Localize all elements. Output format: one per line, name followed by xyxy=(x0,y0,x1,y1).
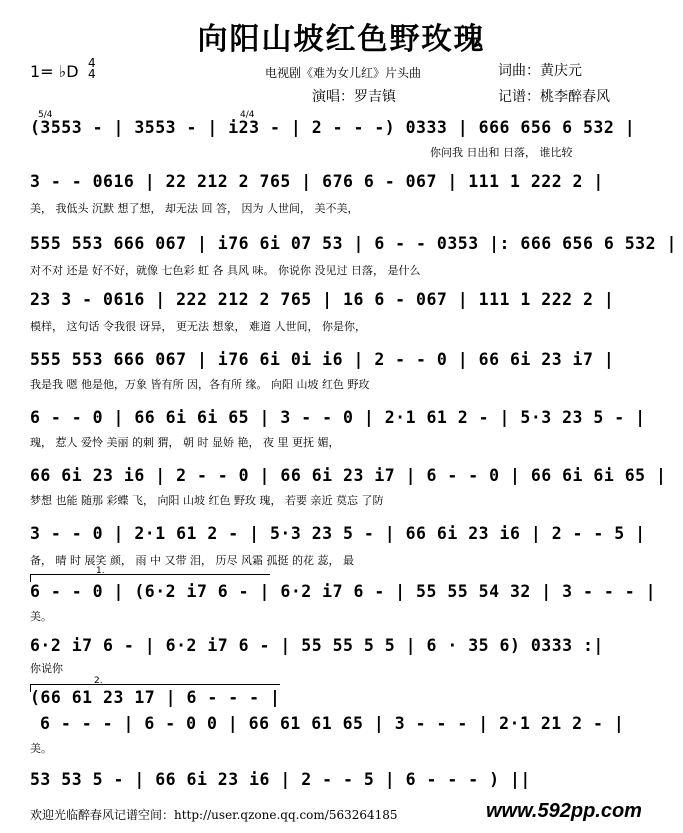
staff-line-7-lyrics: 梦想 也能 随那 彩蝶 飞， 向阳 山坡 红色 野玫 瑰， 若要 亲近 莫忘 了防 xyxy=(30,494,384,507)
time-signature-top: 4 xyxy=(88,56,96,70)
footer-url: 欢迎光临醉春风记谱空间：http://user.qzone.qq.com/563264185 xyxy=(30,808,398,822)
staff-line-10-notes: 6·2 i7 6 - | 6·2 i7 6 - | 55 55 5 5 | 6 · 35 6) 0333 :| xyxy=(30,636,604,655)
staff-line-8-notes: 3 - - 0 | 2·1 61 2 - | 5·3 23 5 - | 66 6i 23 i6 | 2 - - 5 | xyxy=(30,524,646,543)
staff-line-6-notes: 6 - - 0 | 66 6i 6i 65 | 3 - - 0 | 2·1 61 2 - | 5·3 23 5 - | xyxy=(30,408,646,427)
staff-line-1-lyrics: 你问我 日出和 日落， 谁比较 xyxy=(430,146,573,159)
key-signature: 1= ♭D xyxy=(30,62,79,81)
time-signature xyxy=(88,58,96,80)
lyricist-composer: 词曲：黄庆元 xyxy=(498,63,582,79)
volta-1-bracket-end xyxy=(30,574,31,582)
staff-line-12-notes: 6 - - - | 6 - 0 0 | 66 61 61 65 | 3 - - - | 2·1 21 2 - | xyxy=(40,714,625,733)
time-signature-bottom: 4 xyxy=(88,67,96,81)
staff-line-3-lyrics: 对不对 还是 好不好，就像 七色彩 虹 各 具风 味。 你说你 没见过 日落， 是什么 xyxy=(30,264,421,277)
staff-line-12-lyrics: 美。 xyxy=(30,742,52,755)
staff-line-2-lyrics: 美， 我低头 沉默 想了想， 却无法 回 答， 因为 人世间， 美不美， xyxy=(30,202,359,215)
site-watermark: www.592pp.com xyxy=(486,800,642,822)
song-title: 向阳山坡红色野玫瑰 xyxy=(197,22,486,57)
staff-line-8-lyrics: 备， 晴 时 展笑 颜， 雨 中 又带 泪， 历尽 风霜 孤挺 的花 蕊， 最 xyxy=(30,554,354,567)
staff-line-3-notes: 555 553 666 067 | i76 6i 07 53 | 6 - - 0353 |: 666 656 6 532 | xyxy=(30,234,677,253)
staff-line-9-notes: 6 - - 0 | (6·2 i7 6 - | 6·2 i7 6 - | 55 55 54 32 | 3 - - - | xyxy=(30,582,657,601)
singer: 演唱：罗吉镇 xyxy=(312,89,396,105)
staff-line-5-notes: 555 553 666 067 | i76 6i 0i i6 | 2 - - 0 | 66 6i 23 i7 | xyxy=(30,350,615,369)
volta-1-label: 1. xyxy=(96,566,105,576)
staff-line-1-notes: (3553 - | 3553 - | i23 - | 2 - - -) 0333 | 666 656 6 532 | xyxy=(30,118,636,137)
tempo-mark-5-4: 5/4 xyxy=(38,110,53,120)
volta-2-bracket xyxy=(30,684,280,685)
staff-line-5-lyrics: 我是我 嗯 他是他，万象 皆有所 因，各有所 缘。 向阳 山坡 红色 野玫 xyxy=(30,378,370,391)
staff-line-7-notes: 66 6i 23 i6 | 2 - - 0 | 66 6i 23 i7 | 6 - - 0 | 66 6i 6i 65 | xyxy=(30,466,667,485)
subtitle: 电视剧《难为女儿红》片头曲 xyxy=(265,66,422,80)
staff-line-11-notes: (66 61 23 17 | 6 - - - | xyxy=(30,688,281,707)
volta-1-bracket xyxy=(30,574,270,575)
staff-line-6-lyrics: 瑰， 惹人 爱怜 美丽 的刺 猬， 朝 时 显娇 艳， 夜 里 更抚 媚， xyxy=(30,436,340,449)
staff-line-13-notes: 53 53 5 - | 66 6i 23 i6 | 2 - - 5 | 6 - - - ) || xyxy=(30,770,531,789)
staff-line-4-notes: 23 3 - 0616 | 222 212 2 765 | 16 6 - 067 | 111 1 222 2 | xyxy=(30,290,615,309)
staff-line-9-lyrics: 美。 xyxy=(30,610,52,623)
transcriber: 记谱：桃李醉春风 xyxy=(498,89,610,105)
staff-line-10-lyrics: 你说你 xyxy=(30,662,63,675)
volta-2-label: 2. xyxy=(94,676,103,686)
staff-line-2-notes: 3 - - 0616 | 22 212 2 765 | 676 6 - 067 | 111 1 222 2 | xyxy=(30,172,604,191)
staff-line-4-lyrics: 模样， 这句话 令我很 讶异， 更无法 想象， 难道 人世间， 你是你， xyxy=(30,320,366,333)
tempo-mark-4-4: 4/4 xyxy=(240,110,255,120)
